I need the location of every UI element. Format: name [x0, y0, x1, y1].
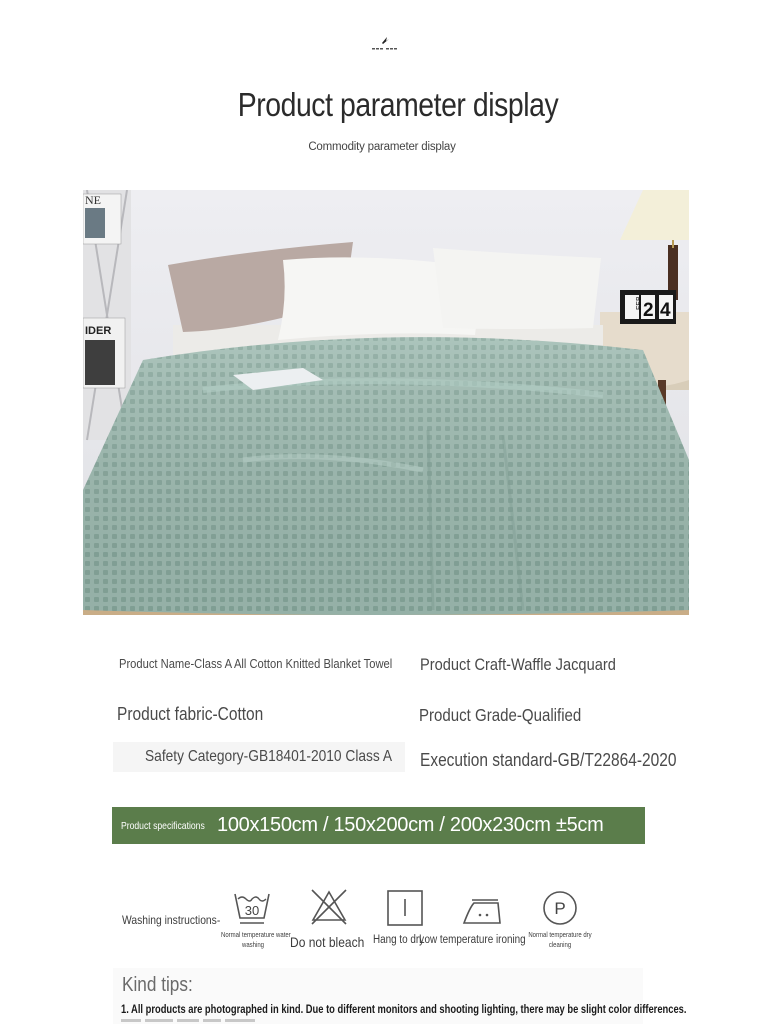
- svg-text:NE: NE: [85, 193, 101, 207]
- product-photo: [83, 190, 689, 615]
- tips-line-2-cutoff: [121, 1019, 261, 1024]
- tips-line-1: 1. All products are photographed in kind. Due to different monitors and shooting lighting, there may be slight color differences.: [121, 1002, 687, 1016]
- specifications-label: Product specifications: [121, 819, 205, 832]
- dry-clean-p-icon: [542, 890, 578, 926]
- svg-text:4: 4: [660, 300, 671, 321]
- param-product-grade: Product Grade-Qualified: [419, 705, 582, 725]
- specifications-bar: [112, 807, 645, 844]
- wash-30-icon: [232, 890, 272, 926]
- param-execution-standard: Execution standard-GB/T22864-2020: [420, 750, 677, 770]
- brand-logo-icon: [370, 34, 398, 52]
- param-product-name: Product Name-Class A All Cotton Knitted Blanket Towel: [119, 656, 393, 671]
- svg-text:30: 30: [244, 903, 260, 918]
- param-product-fabric: Product fabric-Cotton: [117, 704, 264, 724]
- svg-text:2: 2: [643, 300, 654, 321]
- specifications-value: 100x150cm / 150x200cm / 200x230cm ±5cm: [217, 814, 604, 836]
- no-bleach-icon: [309, 888, 349, 926]
- low-iron-caption: Low temperature ironing: [419, 934, 526, 946]
- param-product-craft: Product Craft-Waffle Jacquard: [420, 655, 616, 674]
- dry-clean-caption: Normal temperature dry cleaning: [528, 930, 592, 949]
- page-title: Product parameter display: [237, 86, 559, 123]
- wash-30-caption: Normal temperature water washing: [221, 930, 291, 949]
- tips-title: Kind tips:: [122, 974, 193, 996]
- page-subtitle: Commodity parameter display: [308, 141, 456, 153]
- svg-text:P: P: [554, 899, 566, 918]
- svg-text:FEB: FEB: [636, 296, 643, 310]
- hang-dry-icon: [387, 890, 423, 926]
- svg-text:IDER: IDER: [85, 325, 112, 337]
- param-safety-category: Safety Category-GB18401-2010 Class A: [145, 748, 393, 765]
- bed-scene-illustration: [83, 190, 689, 615]
- washing-instructions-label: Washing instructions-: [122, 913, 221, 927]
- low-iron-icon: [462, 897, 502, 925]
- no-bleach-caption: Do not bleach: [290, 934, 365, 950]
- hang-dry-caption: Hang to dry: [373, 934, 425, 946]
